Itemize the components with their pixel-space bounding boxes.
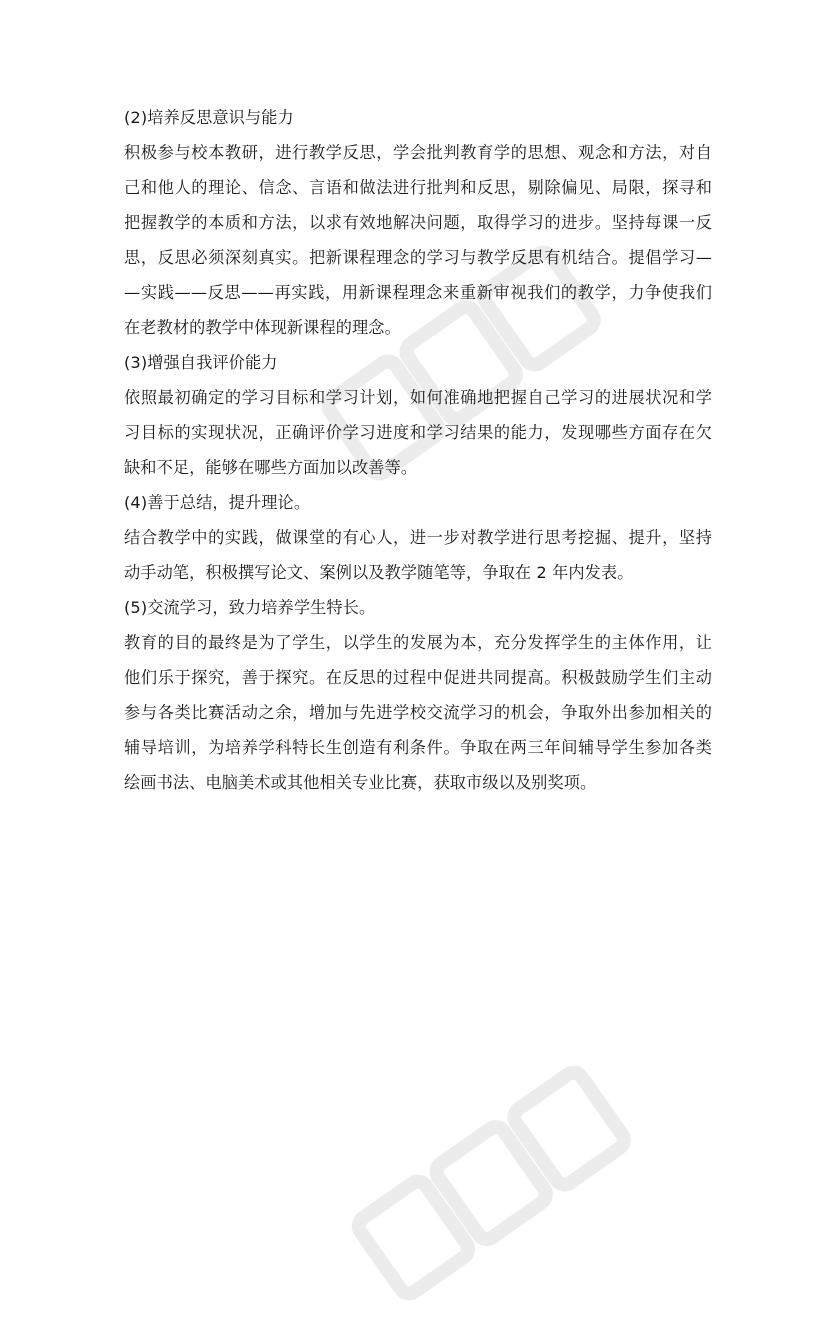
paragraph-line: 积极参与校本教研，进行教学反思，学会批判教育学的思想、观念和方法，对自 (124, 143, 712, 162)
section-heading: (4)善于总结，提升理论。 (124, 493, 311, 512)
watermark-logo-lower (330, 1060, 650, 1320)
paragraph-line: 思，反思必须深刻真实。把新课程理念的学习与教学反思有机结合。提倡学习— (124, 248, 712, 267)
paragraph-line: 辅导培训，为培养学科特长生创造有利条件。争取在两三年间辅导学生参加各类 (124, 738, 712, 757)
paragraph-line: 缺和不足，能够在哪些方面加以改善等。 (124, 458, 418, 477)
section-heading: (2)培养反思意识与能力 (124, 108, 294, 127)
paragraph-line: 结合教学中的实践，做课堂的有心人，进一步对教学进行思考挖掘、提升，坚持 (124, 528, 712, 547)
paragraph-line: 参与各类比赛活动之余，增加与先进学校交流学习的机会，争取外出参加相关的 (124, 703, 712, 722)
document-body (124, 108, 724, 808)
paragraph-line: 他们乐于探究，善于探究。在反思的过程中促进共同提高。积极鼓励学生们主动 (124, 668, 712, 687)
section-heading: (5)交流学习，致力培养学生特长。 (124, 598, 376, 617)
paragraph-line: 动手动笔，积极撰写论文、案例以及教学随笔等，争取在 2 年内发表。 (124, 563, 634, 582)
paragraph-line: 绘画书法、电脑美术或其他相关专业比赛，获取市级以及别奖项。 (124, 773, 597, 792)
section-heading: (3)增强自我评价能力 (124, 353, 278, 372)
paragraph-line: 把握教学的本质和方法，以求有效地解决问题，取得学习的进步。坚持每课一反 (124, 213, 712, 232)
paragraph-line: 教育的目的最终是为了学生，以学生的发展为本，充分发挥学生的主体作用，让 (124, 633, 712, 652)
paragraph-line: 己和他人的理论、信念、言语和做法进行批判和反思，剔除偏见、局限，探寻和 (124, 178, 712, 197)
paragraph-line: 在老教材的教学中体现新课程的理念。 (124, 318, 401, 337)
paragraph-line: 习目标的实现状况，正确评价学习进度和学习结果的能力，发现哪些方面存在欠 (124, 423, 712, 442)
paragraph-line: —实践——反思——再实践，用新课程理念来重新审视我们的教学，力争使我们 (124, 283, 712, 302)
paragraph-line: 依照最初确定的学习目标和学习计划，如何准确地把握自己学习的进展状况和学 (124, 388, 712, 407)
